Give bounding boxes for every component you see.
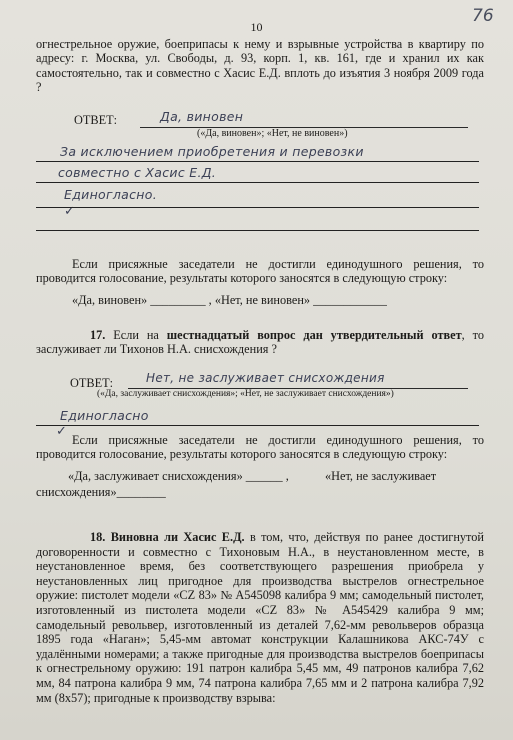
answer1-line4-rule: [36, 230, 479, 231]
question-17: [36, 328, 484, 357]
q18-bold: Виновна ли Хасис Е.Д.: [110, 530, 245, 544]
answer1-handwritten-line3: Единогласно.: [64, 187, 157, 202]
answer2-label: ОТВЕТ:: [70, 376, 114, 390]
answer1-caption: («Да, виновен»; «Нет, не виновен»): [197, 128, 348, 139]
answer2-handwritten-line1: Единогласно: [60, 408, 149, 423]
answer2-caption: («Да, заслуживает снисхождения»; «Нет, не заслуживает снисхождения»): [97, 389, 394, 399]
answer2-handwritten: Нет, не заслуживает снисхождения: [146, 371, 385, 385]
answer1-label: ОТВЕТ:: [74, 113, 118, 127]
handwritten-page-number: 76: [472, 6, 494, 26]
page-number: 10: [250, 20, 263, 34]
vote-text-2: Если присяжные заседатели не достигли единодушного решения, то проводится голосование, результаты которого заносятся в следующую строку:: [36, 433, 484, 462]
vote-text-1: Если присяжные заседатели не достигли единодушного решения, то проводится голосование, результаты которого заносятся в следующую строку:: [36, 257, 484, 286]
question-18: [36, 530, 484, 705]
answer1-line2-rule: [36, 182, 479, 183]
q17-text-bold: шестнадцатый вопрос дан утвердительный ответ: [166, 328, 462, 342]
q18-text: в том, что, действуя по ранее достигнутой договоренности и совместно с Тихоновым Н.А., в неустановленном месте, в неустановленное время, без соответствующего разрешения приобрела у неустановленных лиц пригодное для производства выстрелов огнестрельное оружие: пистолет модели «CZ 83» № A545098 калибра 9 мм; самодельный пистолет, изготовленный из пистолета модели «CZ 83» № A545429 калибра 9 мм; самодельный револьвер, изготовленный из деталей 7,62-мм револьверов образца 1895 года «Наган»; 5,45-мм автомат конструкции Калашникова АКС-74У с удалёнными номерами; а также пригодные для производства выстрелов боеприпасы к огнестрельному оружию: 191 патрон калибра 5,45 мм, 49 патронов калибра 7,62 мм, 84 патрона калибра 9 мм, 74 патрона калибра 7,65 мм и 2 патрона калибра 7,92 мм (8х57); пригодные к производству взрыва:: [36, 530, 484, 705]
answer1-handwritten-line2: совместно с Хасис Е.Д.: [58, 165, 217, 180]
answer1-line3-rule: [36, 207, 479, 208]
vote-options-2b: «Нет, не заслуживает: [325, 469, 437, 483]
answer2-line1-rule: [36, 425, 479, 426]
checkmark-icon: ✓: [64, 204, 75, 219]
q17-number: 17.: [90, 328, 106, 342]
vote-options-1: «Да, виновен» _________ , «Нет, не виновен» ____________: [72, 293, 387, 307]
q18-number: 18.: [90, 530, 106, 544]
vote-options-2c: снисхождения»________: [36, 485, 166, 499]
checkmark-icon: ✓: [56, 424, 67, 439]
q17-text-before: Если на: [113, 328, 159, 342]
answer1-handwritten-line1: За исключением приобретения и перевозки: [60, 144, 364, 159]
vote-options-2a: «Да, заслуживает снисхождения» ______ ,: [68, 469, 289, 483]
answer1-handwritten: Да, виновен: [160, 109, 244, 124]
q17-text-after: , то заслуживает ли Тихонов Н.А. снисхождения ?: [36, 328, 484, 357]
intro-paragraph: огнестрельное оружие, боеприпасы к нему и взрывные устройства в квартиру по адресу: г. Москва, ул. Свободы, д. 93, корп. 1, кв. 161, где и хранил их как самостоятельно, так и совместно с Хасис Е.Д. вплоть до изъятия 3 ноября 2009 года ?: [36, 37, 484, 94]
answer1-line1-rule: [36, 161, 479, 162]
